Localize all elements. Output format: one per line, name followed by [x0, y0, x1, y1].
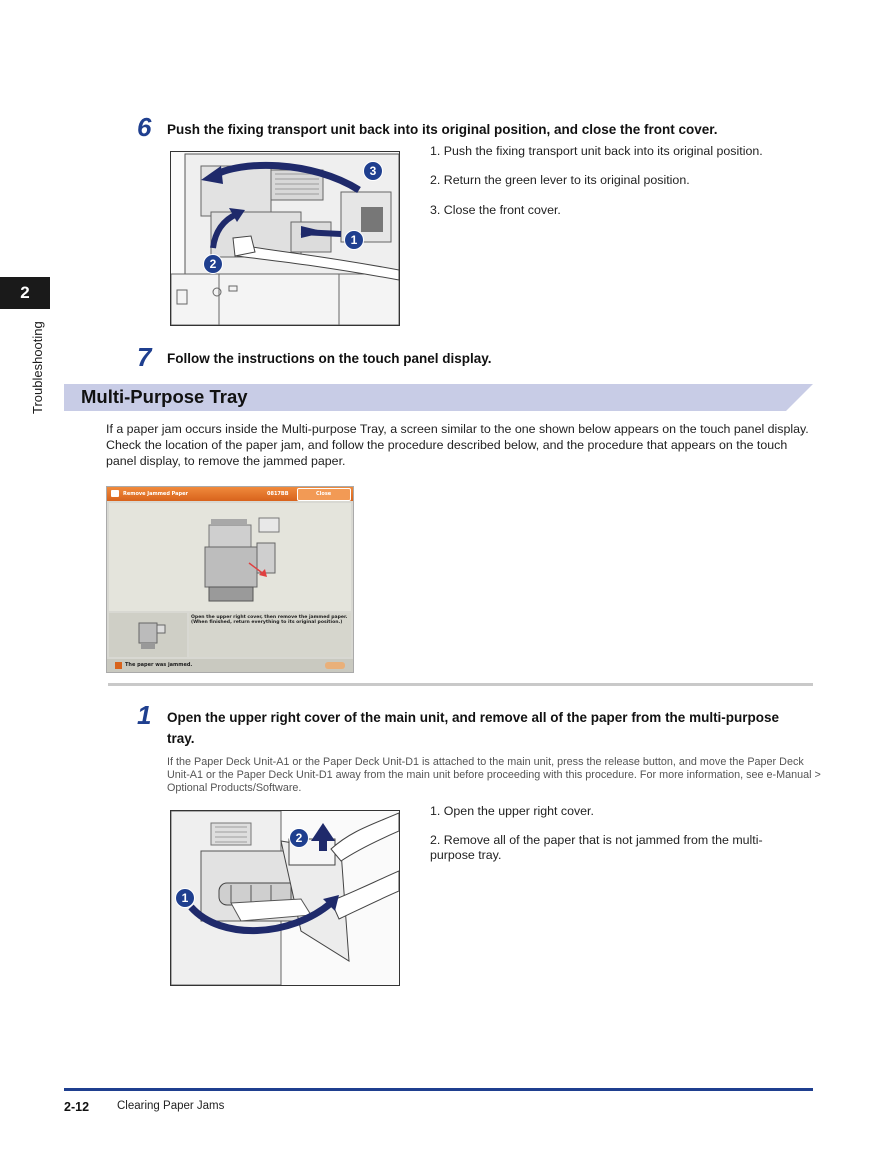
step-6-item-2: 2. Return the green lever to its original position. [430, 173, 690, 187]
screen-machine-view [109, 503, 351, 611]
callout-2: 2 [203, 254, 223, 274]
step-1-note-line-3: Optional Products/Software. [167, 782, 302, 794]
screen-close-label: Close [316, 491, 332, 497]
step-1-number: 1 [137, 700, 152, 730]
step-7-number: 7 [137, 342, 152, 372]
step-1-item-2: 2. Remove all of the paper that is not jammed from the multi- [430, 833, 763, 847]
callout-3: 3 [363, 161, 383, 181]
machine-diagram [109, 503, 351, 611]
step-1-note-line-2: Unit-A1 or the Paper Deck Unit-D1 away from the main unit before proceeding with this procedure. For more information, see e-Manual > [167, 769, 821, 781]
screen-status: The paper was jammed. [125, 662, 193, 668]
callout-1: 1 [344, 230, 364, 250]
step-1-note-line-1: If the Paper Deck Unit-A1 or the Paper Deck Unit-D1 is attached to the main unit, press the release button, and move the Paper Deck [167, 756, 804, 768]
step-1-title-line-2: tray. [167, 731, 195, 746]
step-1-item-1: 1. Open the upper right cover. [430, 804, 594, 818]
step-6-number: 6 [137, 112, 152, 142]
step-6-item-3: 3. Close the front cover. [430, 203, 561, 217]
chapter-number: 2 [20, 283, 30, 302]
screen-status-bar [107, 659, 353, 672]
step-6-illustration [170, 151, 400, 326]
footer-rule [64, 1088, 813, 1091]
step-6-item-1: 1. Push the fixing transport unit back into its original position. [430, 144, 763, 158]
page-number: 2-12 [64, 1100, 90, 1114]
section-title: Multi-Purpose Tray [81, 386, 248, 407]
callout-2: 2 [289, 828, 309, 848]
section-divider [108, 683, 813, 686]
intro-line-1: If a paper jam occurs inside the Multi-purpose Tray, a screen similar to the one shown below appears on the touch panel display. [106, 422, 809, 436]
step-6-title: Push the fixing transport unit back into its original position, and close the front cover. [167, 122, 718, 137]
status-icon [115, 662, 122, 669]
touch-panel-screenshot [106, 486, 354, 673]
callout-1: 1 [175, 888, 195, 908]
jam-icon [111, 490, 119, 497]
step-1-item-2-cont: purpose tray. [430, 848, 502, 862]
screen-message: Open the upper right cover, then remove the jammed paper. (When finished, return everything to its original position.) [191, 615, 348, 626]
intro-line-2: Check the location of the paper jam, and follow the procedure described below, and the procedure that appears on the touch [106, 438, 788, 452]
chapter-number-tab [0, 277, 50, 309]
footer-title: Clearing Paper Jams [117, 1100, 225, 1112]
screen-thumbnail [109, 613, 187, 657]
fixing-unit-drawing [171, 152, 399, 325]
machine-thumbnail [109, 613, 187, 657]
screen-title: Remove Jammed Paper [123, 491, 188, 497]
step-7-title: Follow the instructions on the touch panel display. [167, 351, 492, 366]
status-indicator [325, 662, 345, 669]
step-1-illustration [170, 810, 400, 986]
chapter-label: Troubleshooting [30, 321, 45, 414]
intro-line-3: panel display, to remove the jammed paper. [106, 454, 346, 468]
step-1-title-line-1: Open the upper right cover of the main unit, and remove all of the paper from the multi-purpose [167, 710, 780, 725]
screen-code: 0817BB [267, 491, 289, 497]
screen-close-button [297, 488, 351, 501]
upper-right-cover-drawing [171, 811, 399, 985]
